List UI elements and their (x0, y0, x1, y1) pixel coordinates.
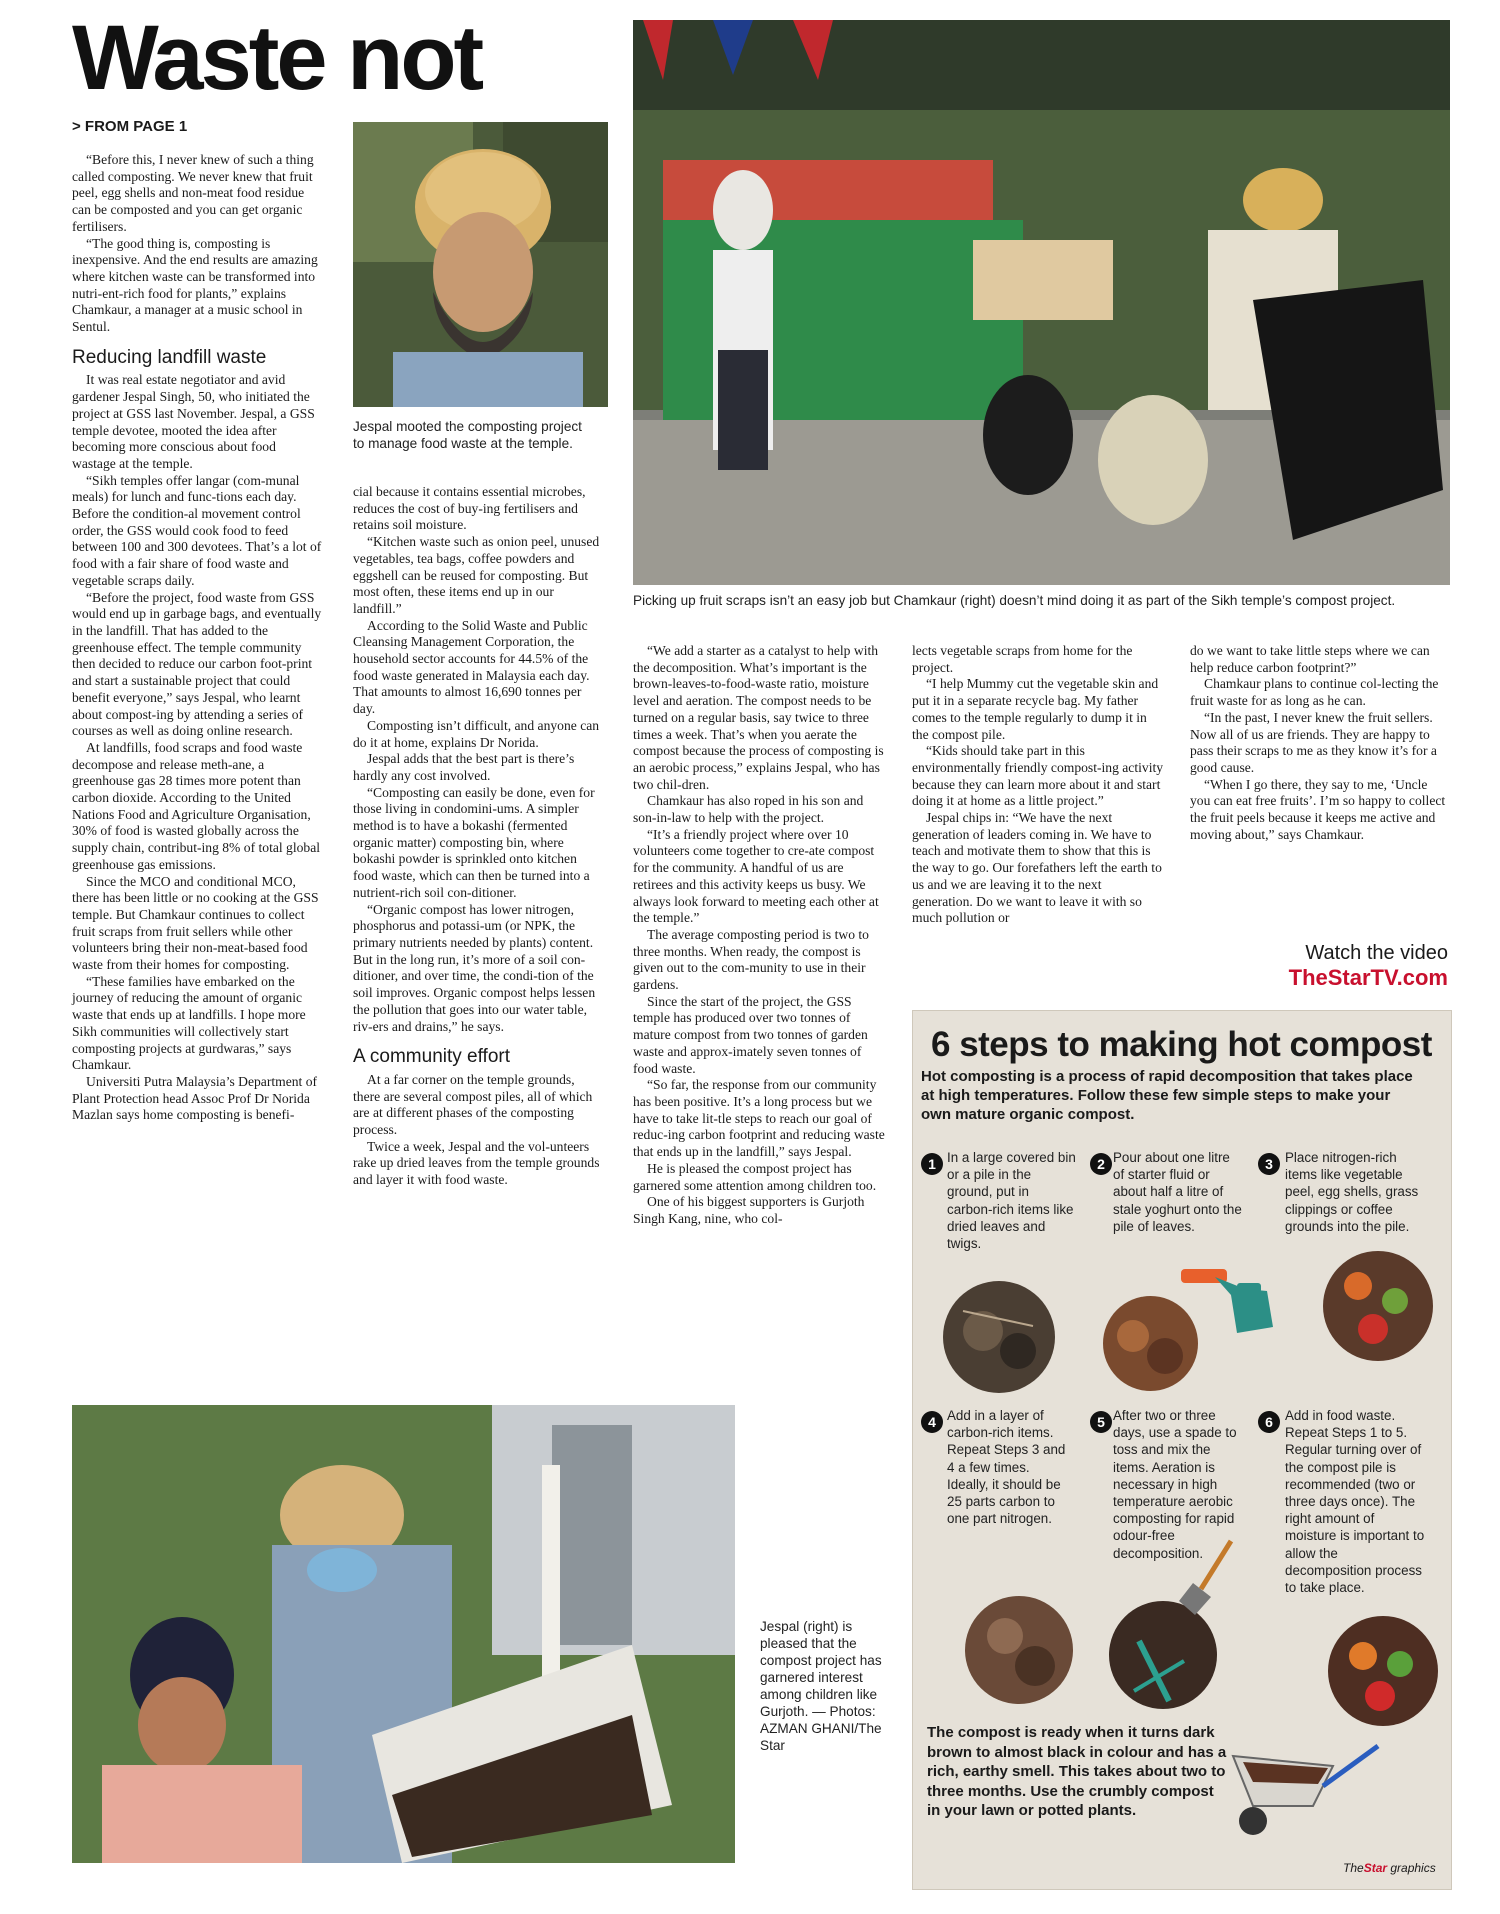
main-photo-caption: Picking up fruit scraps isn’t an easy job but Chamkaur (right) doesn’t mind doing it as part of the Sikh temple’s compost project. (633, 593, 1396, 608)
paragraph: Since the start of the project, the GSS temple has produced over two tonnes of mature compost from two tonnes of garden waste and approx-imately seven tonnes of food waste. (633, 993, 868, 1076)
paragraph: Composting isn’t difficult, and anyone can do it at home, explains Dr Norida. (353, 717, 600, 750)
paragraph: cial because it contains essential microbes, reduces the cost of buy-ing fertilisers and retains soil moisture. (353, 484, 586, 533)
paragraph: Jespal chips in: “We have the next generation of leaders coming in. We have to teach and motivate them to show that this is the way to go. Our forefathers left the earth to us and we are leaving it to the next generation. Do we want to leave it with so much pollution or (912, 810, 1162, 926)
paragraph: “When I go there, they say to me, ‘Uncle you can eat free fruits’. I’m so happy to collect the fruit peels because it keeps me active and moving about,” says Chamkaur. (1190, 776, 1446, 842)
infobox-outro: The compost is ready when it turns dark brown to almost black in colour and has a rich, earthy smell. This takes about two to three months. Use the crumbly compost in your lawn or potted plants. (927, 1724, 1227, 1819)
step-2-number: 2 (1090, 1153, 1112, 1175)
portrait-photo (353, 122, 608, 407)
bottom-photo (72, 1405, 735, 1863)
step-5-text: After two or three days, use a spade to toss and mix the items. Aeration is necessary in high temperature aerobic composting for rapid odour-free decomposition. (1113, 1408, 1237, 1561)
paragraph: do we want to take little steps where we can help reduce carbon footprint?” (1190, 643, 1430, 675)
subhead-community-effort: A community effort (353, 1046, 510, 1068)
compost-steps-infobox (912, 1010, 1452, 1890)
step-3-number: 3 (1258, 1153, 1280, 1175)
paragraph: Universiti Putra Malaysia’s Department of Plant Protection head Assoc Prof Dr Norida Mazlan says home composting is benefi- (72, 1073, 318, 1123)
infobox-title: 6 steps to making hot compost (931, 1025, 1432, 1064)
dried-leaves-illustration (943, 1281, 1055, 1393)
credit-graphics: graphics (1387, 1861, 1436, 1875)
column-3 (633, 643, 885, 1228)
food-waste-illustration (1328, 1616, 1438, 1726)
portrait-caption: Jespal mooted the composting project to manage food waste at the temple. (353, 419, 582, 451)
carbon-layer-illustration (965, 1596, 1073, 1704)
paragraph: Chamkaur plans to continue col-lecting the fruit waste for as long as he can. (1190, 676, 1439, 709)
paragraph: “Before this, I never knew of such a thing called composting. We never knew that fruit peel, egg shells and non-meat food residue can be composted and you can get organic fertilisers. (72, 152, 314, 234)
graphics-credit (1343, 1861, 1436, 1875)
spray-bottle-icon (1175, 1257, 1285, 1337)
step-1-text: In a large covered bin or a pile in the ground, put in carbon-rich items like dried leaves and twigs. (947, 1150, 1076, 1252)
step-2-text: Pour about one litre of starter fluid or about half a litre of stale yoghurt onto the pile of leaves. (1113, 1150, 1242, 1234)
credit-star: Star (1363, 1861, 1388, 1875)
watch-video-promo[interactable] (1200, 942, 1448, 991)
paragraph: One of his biggest supporters is Gurjoth Singh Kang, nine, who col- (633, 1194, 865, 1226)
bottom-photo-caption: Jespal (right) is pleased that the compost project has garnered interest among children like Gurjoth. — Photos: AZMAN GHANI/The Star (760, 1619, 882, 1753)
column-1 (72, 152, 322, 1124)
paragraph: “The good thing is, composting is inexpensive. And the end results are amazing where kitchen waste can be transformed into nutri-ent-rich food for plants,” explains Chamkaur, a manager at a music school in Sentul. (72, 235, 318, 335)
food-scraps-illustration (1323, 1251, 1433, 1361)
paragraph: “Sikh temples offer langar (com-munal meals) for lunch and func-tions each day. Before the condition-al movement control order, the GSS would cook food to feed between 100 and 300 devotees. That’s a lot of food with a fair share of food waste and vegetable scraps daily. (72, 472, 322, 588)
paragraph: The average composting period is two to three months. When ready, the compost is given out to the com-munity to use in their gardens. (633, 926, 869, 993)
thestartv-link[interactable]: TheStarTV.com (1288, 965, 1448, 990)
paragraph: Since the MCO and conditional MCO, there has been little or no cooking at the GSS temple. But Chamkaur continues to collect fruit scraps from fruit sellers while other volunteers bring their non-meat-based food waste from their homes for composting. (72, 873, 319, 973)
paragraph: Jespal adds that the best part is there’s hardly any cost involved. (353, 751, 575, 783)
paragraph: lects vegetable scraps from home for the project. (912, 643, 1133, 675)
paragraph: It was real estate negotiator and avid gardener Jespal Singh, 50, who initiated the project at GSS last November. Jespal, a GSS temple devotee, mooted the idea after becoming more conscious about food wastage at the temple. (72, 372, 315, 471)
step-6-text: Add in food waste. Repeat Steps 1 to 5. Regular turning over of the compost pile is recommended (two or three days once). The right amount of moisture is important to allow the decomposition process to take place. (1285, 1408, 1425, 1596)
paragraph: “Kitchen waste such as onion peel, unused vegetables, tea bags, coffee powders and eggshell can be reused for composting. But most often, these items end up in our landfill.” (353, 534, 600, 616)
paragraph: According to the Solid Waste and Public Cleansing Management Corporation, the household sector accounts for 44.5% of the food waste generated in Malaysia each day. That amounts to almost 16,690 tonnes per day. (353, 617, 590, 717)
paragraph: “Before the project, food waste from GSS would end up in garbage bags, and eventually in the landfill. That has added to the greenhouse effect. The temple community then decided to reduce our carbon foot-print and start a sustainable project that could benefit everyone,” says Jespal, who learnt about compost-ing by attending a series of courses as well as doing online research. (72, 589, 322, 739)
paragraph: Chamkaur has also roped in his son and son-in-law to help with the project. (633, 793, 864, 826)
paragraph: “In the past, I never knew the fruit sellers. Now all of us are friends. They are happy to pass their scraps to me as they know it’s for a good cause. (1190, 709, 1437, 775)
subhead-reducing-landfill: Reducing landfill waste (72, 346, 267, 368)
infobox-intro: Hot composting is a process of rapid decomposition that takes place at high temperatures. Follow these few simple steps to make your own mature organic compost. (921, 1068, 1413, 1123)
paragraph: “So far, the response from our community has been positive. It’s a long process but we have to take lit-tle steps to reach our goal of reduc-ing carbon footprint and reducing waste that ends up in the landfill,” says Jespal. (633, 1077, 885, 1160)
paragraph: “It’s a friendly project where over 10 volunteers come together to cre-ate compost for the community. A handful of us are retirees and this activity keeps us busy. We always look forward to meeting each other at the temple.” (633, 826, 879, 926)
column-5 (1190, 643, 1448, 843)
paragraph: “These families have embarked on the journey of reducing the amount of organic waste that ends up at landfills. I hope more Sikh communities will collectively start composting projects at gurdwaras,” says Chamkaur. (72, 973, 306, 1073)
paragraph: He is pleased the compost project has garnered some attention among children too. (633, 1160, 877, 1193)
paragraph: At a far corner on the temple grounds, there are several compost piles, all of which are at different phases of the composting process. (353, 1071, 593, 1138)
credit-the: The (1343, 1861, 1364, 1875)
column-2 (353, 484, 605, 1189)
main-photo (633, 20, 1450, 585)
step-6-number: 6 (1258, 1411, 1280, 1433)
column-4 (912, 643, 1164, 927)
paragraph: “Kids should take part in this environmentally friendly compost-ing activity because they can learn more about it and start doing it at home as a little project.” (912, 743, 1164, 809)
headline: Waste not (72, 7, 482, 109)
from-page-label: > FROM PAGE 1 (72, 118, 188, 135)
paragraph: “I help Mummy cut the vegetable skin and put it in a separate recycle bag. My father comes to the temple regularly to dump it in the compost pile. (912, 676, 1159, 742)
spade-icon (1171, 1539, 1241, 1619)
step-1-number: 1 (921, 1153, 943, 1175)
paragraph: “Organic compost has lower nitrogen, phosphorus and potassi-um (or NPK, the primary nutrients needed by plants) content. But in the long run, it’s more of a soil con-ditioner, and over time, the condi-tion of the soil improves. Organic compost helps lessen the pollution that goes into our water table, riv-ers and drains,” he says. (353, 901, 596, 1034)
paragraph: At landfills, food scraps and food waste decompose and release meth-ane, a greenhouse gas 28 times more potent than carbon dioxide. According to the United Nations Food and Agriculture Organisation, 30% of food is wasted globally across the supply chain, contribut-ing 8% of total global greenhouse gas emissions. (72, 739, 321, 872)
step-3-text: Place nitrogen-rich items like vegetable peel, egg shells, grass clippings or coffee grounds into the pile. (1285, 1150, 1419, 1234)
step-5-number: 5 (1090, 1411, 1112, 1433)
step-4-number: 4 (921, 1411, 943, 1433)
paragraph: “We add a starter as a catalyst to help with the decomposition. What’s important is the brown-leaves-to-food-waste ratio, moisture level and aeration. The compost needs to be turned on a regular basis, say twice to three times a week. That’s when you aerate the compost because the process of composting is an aerobic process,” explains Jespal, who has two chil-dren. (633, 643, 884, 792)
step-4-text: Add in a layer of carbon-rich items. Repeat Steps 3 and 4 a few times. Ideally, it should be 25 parts carbon to one part nitrogen. (947, 1408, 1066, 1527)
paragraph: “Composting can easily be done, even for those living in condomini-ums. A simpler method is to have a bokashi (fermented organic matter) composting bin, where bokashi powder is sprinkled onto kitchen food waste, which can then be turned into a nutrient-rich soil con-ditioner. (353, 784, 595, 900)
paragraph: Twice a week, Jespal and the vol-unteers rake up dried leaves from the temple grounds and layer it with food waste. (353, 1138, 600, 1188)
wheelbarrow-icon (1213, 1726, 1383, 1846)
watch-video-label: Watch the video (1305, 942, 1448, 964)
